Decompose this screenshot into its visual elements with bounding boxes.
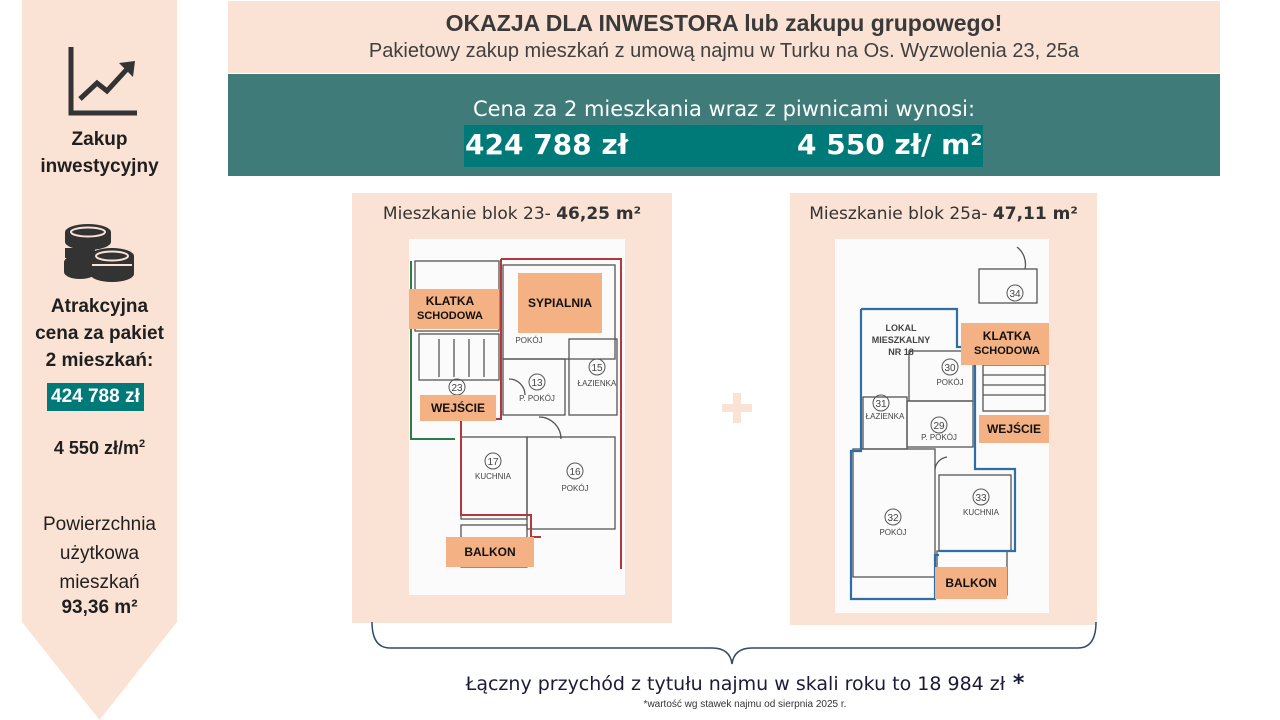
price-per-m2-sup: 2 (138, 438, 146, 450)
room-33-name: KUCHNIA (962, 508, 1000, 517)
room-13-name: P. POKÓJ (519, 394, 555, 403)
tag-stairwell-sub: SCHODOWA (417, 310, 483, 322)
lokal-line-2: MIESZKALNY (871, 335, 931, 345)
page-title: OKAZJA DLA INWESTORA lub zakupu grupowego! (445, 10, 1003, 36)
tag-entrance (420, 395, 496, 421)
price-bar (228, 74, 1220, 176)
price-per-m2-bar: 4 550 zł/ m² (797, 128, 983, 161)
tag-entrance-label: WEJŚCIE (430, 400, 485, 415)
tag-stairwell-sub: SCHODOWA (974, 345, 1040, 357)
room-32-number: 32 (887, 513, 899, 524)
room-23-number: 23 (451, 383, 463, 394)
tag-balcony-label: BALKON (464, 544, 516, 559)
room-29-number: 29 (933, 421, 945, 432)
package-price-label: Atrakcyjna cena za pakiet 2 mieszkań: (35, 296, 164, 371)
investment-label: Zakup inwestycyjny (40, 129, 159, 177)
room-34-number: 34 (1009, 289, 1021, 300)
room-13-number: 13 (531, 378, 543, 389)
flat-title-area: 46,25 m² (556, 204, 642, 224)
room-30-number: 30 (944, 363, 956, 374)
room-16-name: POKÓJ (561, 484, 589, 493)
tag-entrance (979, 415, 1049, 443)
tag-entrance-label: WEJŚCIE (986, 421, 1041, 436)
tag-stairwell (409, 289, 499, 329)
coins-icon (62, 222, 136, 284)
flat-title-prefix: Mieszkanie blok 25a- (809, 204, 993, 224)
room-17-number: 17 (487, 457, 499, 468)
room-15-number: 15 (591, 363, 603, 374)
room-17-name: KUCHNIA (474, 472, 512, 481)
tag-stairwell-label: KLATKA (982, 329, 1032, 343)
room-31-number: 31 (875, 399, 887, 410)
tag-stairwell (961, 323, 1049, 365)
annual-income (0, 671, 1280, 696)
annual-income-text: Łączny przychód z tytułu najmu w skali roku to 18 984 zł (465, 673, 1006, 695)
page-subtitle: Pakietowy zakup mieszkań z umową najmu w Turku na Os. Wyzwolenia 23, 25a (368, 40, 1080, 62)
flat-title-area: 47,11 m² (992, 204, 1078, 224)
footnote: *wartość wg stawek najmu od sierpnia 2025 r. (643, 699, 847, 710)
tag-balcony (935, 567, 1007, 599)
flat-title (790, 204, 1097, 224)
price-per-m2 (22, 438, 177, 459)
room-33-number: 33 (975, 493, 987, 504)
flat-title (352, 204, 672, 224)
room-29-name: P. POKÓJ (921, 433, 957, 442)
price-per-m2-value: 4 550 zł/m (53, 438, 139, 458)
tag-bedroom (518, 273, 602, 333)
plus-icon (722, 393, 752, 423)
lokal-line-1: LOKAL (885, 323, 917, 333)
room-31-name: ŁAZIENKA (865, 412, 905, 421)
room-top-name: POKÓJ (515, 336, 543, 345)
tag-stairwell-label: KLATKA (425, 294, 475, 308)
annual-income-star: * (1005, 671, 1025, 696)
room-16-number: 16 (569, 467, 581, 478)
price-caption: Cena za 2 mieszkania wraz z piwnicami wynosi: (472, 97, 976, 121)
tag-bedroom-label: SYPIALNIA (527, 295, 592, 310)
package-price-chip: 424 788 zł (47, 383, 144, 411)
floor-plan (409, 239, 625, 595)
chart-growth-icon (67, 45, 139, 117)
tag-balcony-label: BALKON (945, 575, 997, 590)
floor-plan (835, 239, 1049, 613)
area-label: Powierzchnia użytkowa mieszkań (43, 514, 156, 593)
lokal-line-3: NR 18 (888, 347, 914, 357)
room-32-name: POKÓJ (879, 528, 907, 537)
area-value: 93,36 m² (61, 597, 138, 618)
price-total: 424 788 zł (465, 128, 629, 161)
header (228, 1, 1220, 73)
flat-title-prefix: Mieszkanie blok 23- (382, 204, 557, 224)
room-15-name: ŁAZIENKA (577, 379, 617, 388)
grouping-brace (368, 620, 1100, 666)
flat-card-block-25a (790, 193, 1097, 625)
room-30-name: POKÓJ (936, 378, 964, 387)
flat-card-block-23 (352, 193, 672, 623)
tag-balcony (446, 537, 534, 567)
